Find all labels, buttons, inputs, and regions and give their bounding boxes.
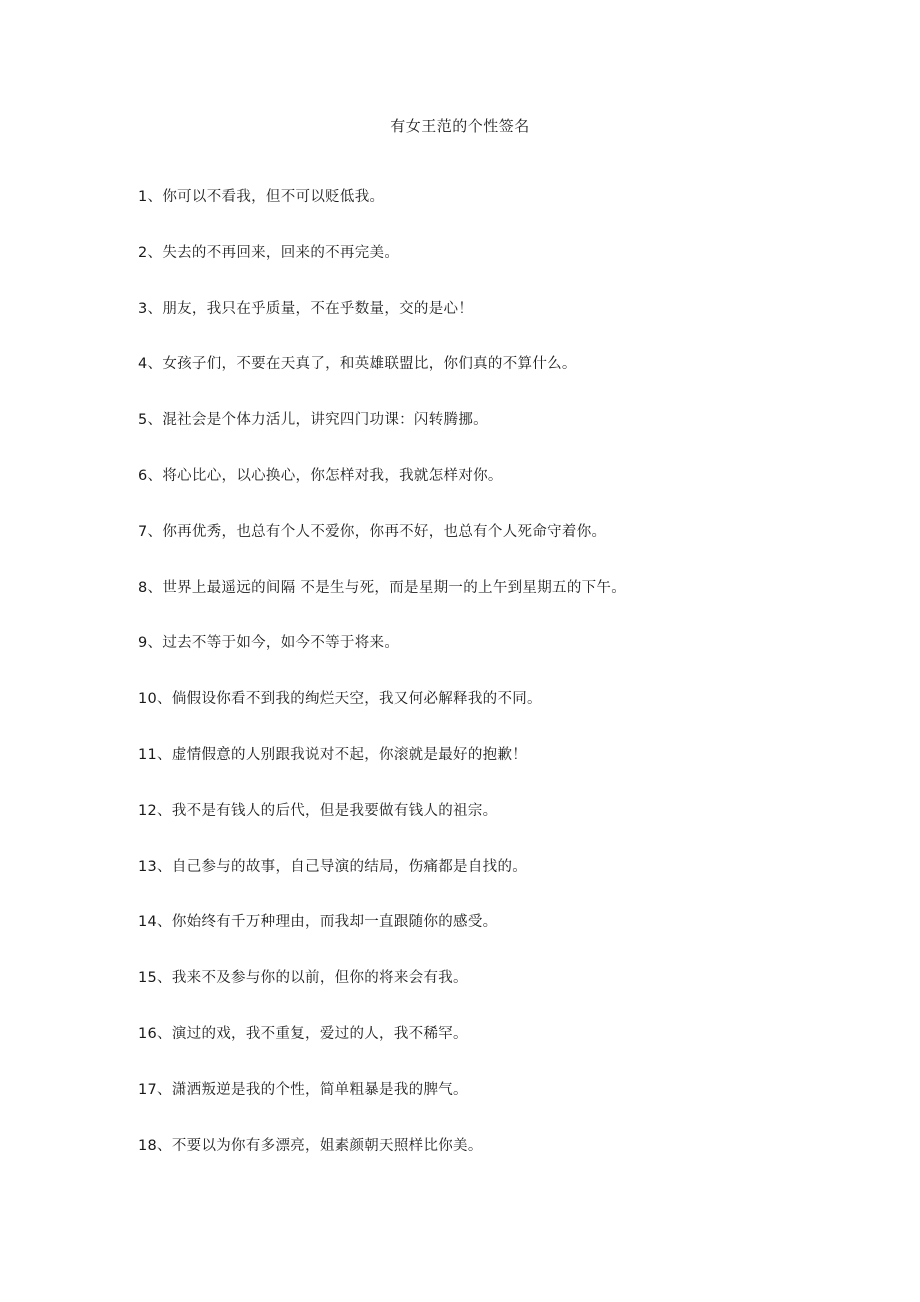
list-item: 14、你始终有千万种理由，而我却一直跟随你的感受。 — [138, 914, 498, 931]
list-item: 10、倘假设你看不到我的绚烂天空，我又何必解释我的不同。 — [138, 691, 542, 708]
list-item: 18、不要以为你有多漂亮，姐素颜朝天照样比你美。 — [138, 1137, 483, 1154]
list-item: 17、潇洒叛逆是我的个性，简单粗暴是我的脾气。 — [138, 1081, 468, 1098]
list-item: 6、将心比心，以心换心，你怎样对我，我就怎样对你。 — [138, 467, 503, 484]
list-item: 3、朋友，我只在乎质量，不在乎数量，交的是心！ — [138, 300, 474, 317]
list-item: 5、混社会是个体力活儿，讲究四门功课：闪转腾挪。 — [138, 412, 488, 429]
list-item: 2、失去的不再回来，回来的不再完美。 — [138, 244, 400, 261]
list-item: 7、你再优秀，也总有个人不爱你，你再不好，也总有个人死命守着你。 — [138, 523, 607, 540]
list-item: 8、世界上最遥远的间隔 不是生与死，而是星期一的上午到星期五的下午。 — [138, 579, 627, 596]
list-item: 1、你可以不看我，但不可以贬低我。 — [138, 189, 385, 205]
list-item: 11、虚情假意的人别跟我说对不起，你滚就是最好的抱歉！ — [138, 746, 528, 763]
document-title: 有女王范的个性签名 — [390, 117, 530, 135]
signature-list — [138, 187, 878, 1191]
list-item: 12、我不是有钱人的后代，但是我要做有钱人的祖宗。 — [138, 802, 498, 819]
list-item: 4、女孩子们，不要在天真了，和英雄联盟比，你们真的不算什么。 — [138, 356, 577, 373]
list-item: 15、我来不及参与你的以前，但你的将来会有我。 — [138, 970, 468, 987]
list-item: 16、演过的戏，我不重复，爱过的人，我不稀罕。 — [138, 1025, 468, 1042]
list-item: 9、过去不等于如今，如今不等于将来。 — [138, 635, 400, 652]
list-item: 13、自己参与的故事，自己导演的结局，伤痛都是自找的。 — [138, 858, 528, 875]
